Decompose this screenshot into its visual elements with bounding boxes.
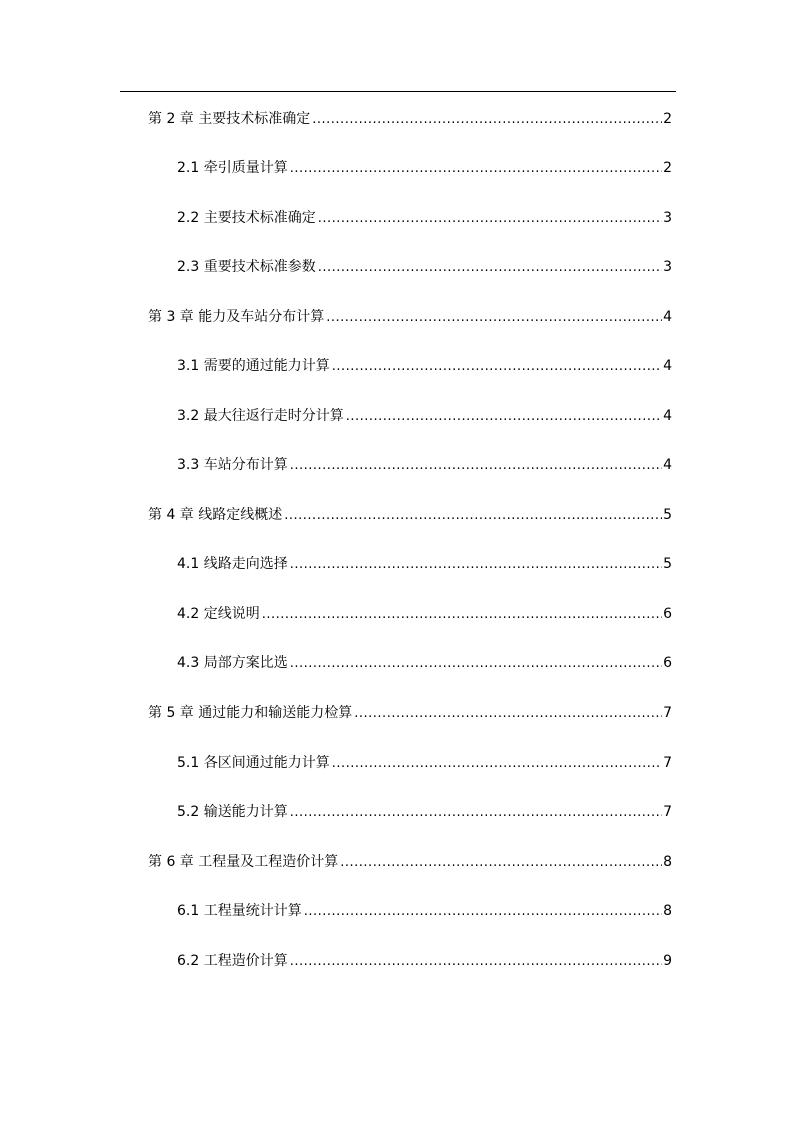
toc-entry[interactable] [177,802,672,823]
toc-leader-dots [332,357,662,377]
toc-entry[interactable] [177,604,672,625]
toc-entry-page: 7 [663,755,672,771]
toc-entry-title: 第 3 章 能力及车站分布计算 [148,309,325,325]
toc-leader-dots [346,407,662,427]
toc-entry[interactable] [177,208,672,229]
toc-entry-page: 5 [663,556,672,572]
toc-entry-page: 2 [663,160,672,176]
toc-entry[interactable] [177,901,672,922]
toc-entry-page: 2 [663,111,672,127]
toc-entry-page: 7 [663,804,672,820]
toc-entry-page: 4 [663,408,672,424]
toc-entry-title: 5.1 各区间通过能力计算 [177,755,330,771]
toc-entry[interactable] [148,852,672,873]
toc-leader-dots [318,209,662,229]
toc-entry-title: 第 5 章 通过能力和输送能力检算 [148,705,353,721]
toc-entry-page: 9 [663,953,672,969]
toc-leader-dots [332,754,662,774]
toc-leader-dots [290,555,662,575]
toc-leader-dots [318,258,662,278]
toc-entry-page: 4 [663,309,672,325]
toc-entry-title: 4.3 局部方案比选 [177,655,288,671]
toc-entry-title: 2.3 重要技术标准参数 [177,259,316,275]
toc-entry[interactable] [148,307,672,328]
toc-leader-dots [312,110,662,130]
toc-entry[interactable] [177,406,672,427]
toc-entry[interactable] [177,753,672,774]
toc-leader-dots [326,308,662,328]
toc-entry-page: 4 [663,358,672,374]
toc-entry-title: 2.2 主要技术标准确定 [177,210,316,226]
toc-leader-dots [290,456,662,476]
toc-leader-dots [262,605,662,625]
toc-leader-dots [304,902,662,922]
toc-entry-page: 6 [663,655,672,671]
toc-entry-page: 6 [663,606,672,622]
toc-leader-dots [290,159,662,179]
toc-leader-dots [284,506,662,526]
toc-entry-page: 3 [663,210,672,226]
toc-entry-page: 8 [663,854,672,870]
toc-entry[interactable] [177,158,672,179]
toc-leader-dots [290,803,662,823]
toc-entry-title: 3.3 车站分布计算 [177,457,288,473]
toc-leader-dots [290,654,662,674]
toc-entry-page: 5 [663,507,672,523]
toc-entry-title: 4.1 线路走向选择 [177,556,288,572]
toc-entry[interactable] [148,505,672,526]
toc-entry-page: 4 [663,457,672,473]
toc-entry-page: 8 [663,903,672,919]
toc-entry[interactable] [177,951,672,972]
toc-entry[interactable] [148,109,672,130]
toc-entry[interactable] [177,653,672,674]
toc-entry[interactable] [177,257,672,278]
toc-entry-title: 6.2 工程造价计算 [177,953,288,969]
toc-entry-title: 2.1 牵引质量计算 [177,160,288,176]
toc-leader-dots [340,853,662,873]
toc-leader-dots [354,704,662,724]
toc-entry[interactable] [148,703,672,724]
toc-entry-page: 3 [663,259,672,275]
toc-entry-title: 4.2 定线说明 [177,606,260,622]
toc-entry[interactable] [177,455,672,476]
toc-leader-dots [290,952,662,972]
toc-entry[interactable] [177,554,672,575]
header-rule [120,91,676,92]
toc-entry-page: 7 [663,705,672,721]
toc-entry-title: 3.2 最大往返行走时分计算 [177,408,344,424]
toc-entry[interactable] [177,356,672,377]
toc-entry-title: 第 4 章 线路定线概述 [148,507,283,523]
toc-entry-title: 5.2 输送能力计算 [177,804,288,820]
toc-entry-title: 第 2 章 主要技术标准确定 [148,111,311,127]
toc-entry-title: 6.1 工程量统计计算 [177,903,302,919]
toc-entry-title: 第 6 章 工程量及工程造价计算 [148,854,339,870]
toc-entry-title: 3.1 需要的通过能力计算 [177,358,330,374]
